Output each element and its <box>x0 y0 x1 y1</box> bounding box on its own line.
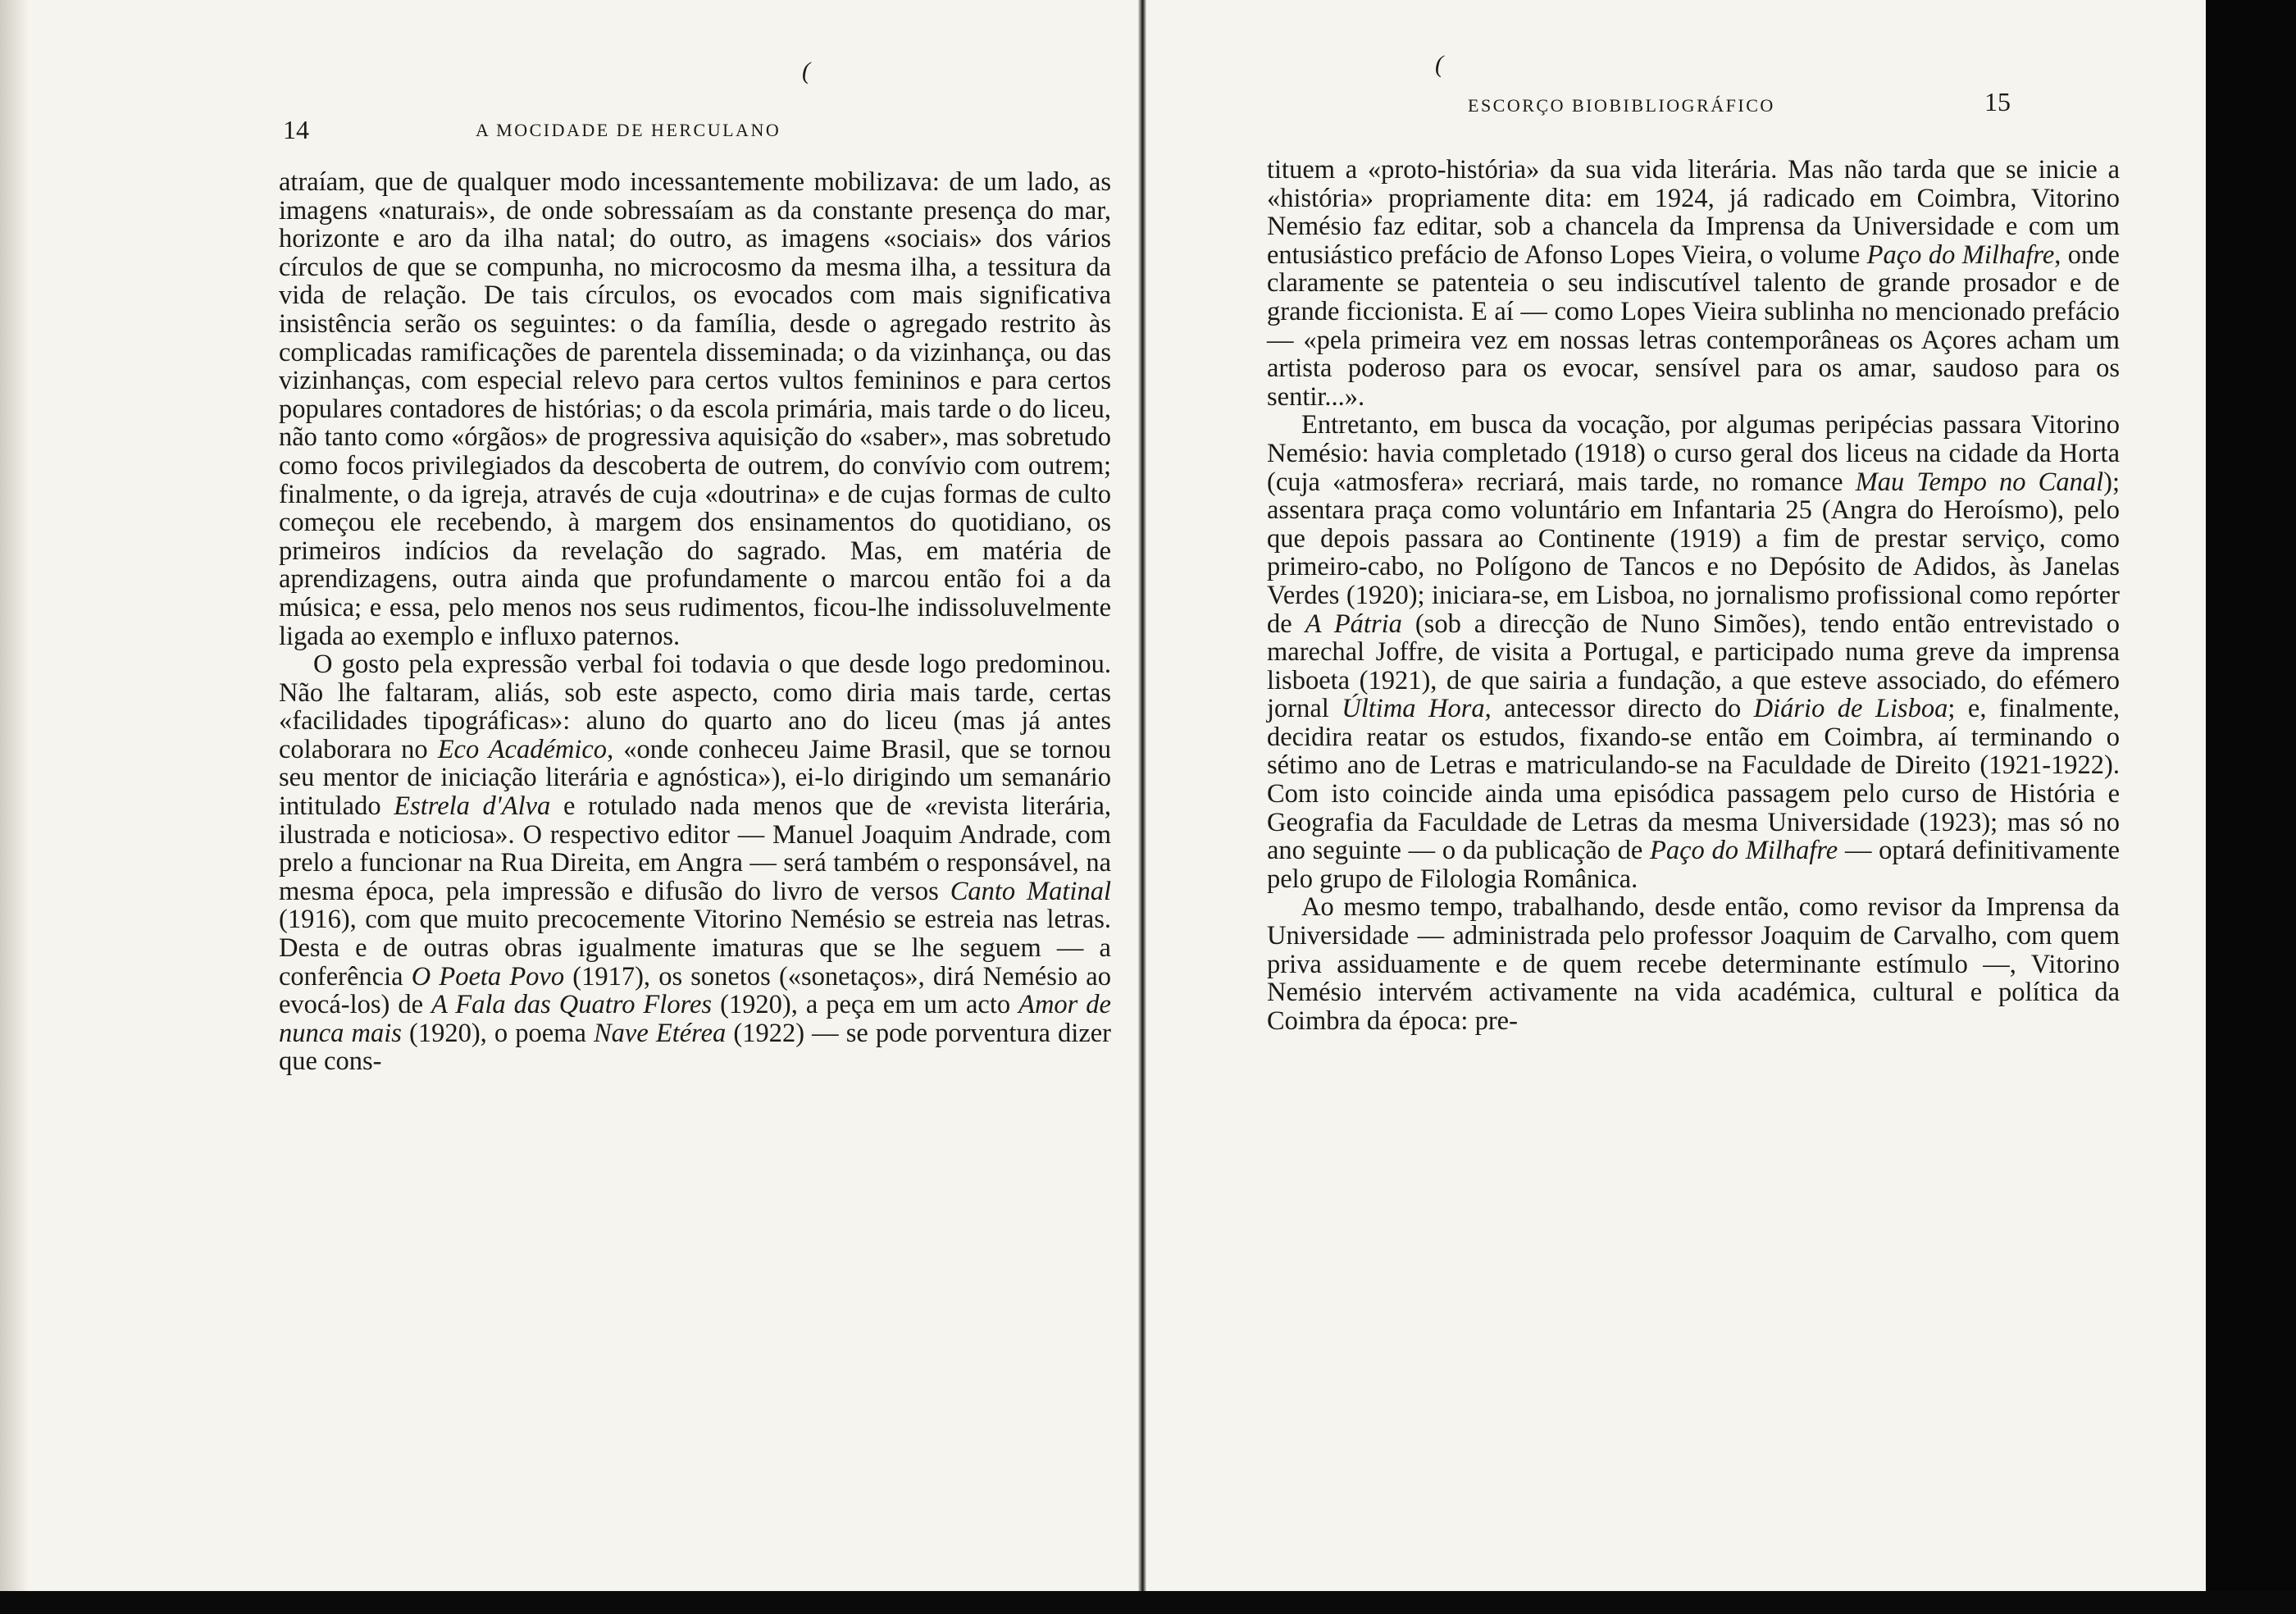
text-run: , «onde conheceu Jaime Brasil, que se tornou seu mentor de iniciação literária e agnóstica»), ei-lo dirigindo um semanário intitulado <box>279 734 1111 822</box>
paragraph <box>279 168 1111 650</box>
scan-border-bottom <box>0 1591 2296 1614</box>
text-run: — optará definitivamente pelo grupo de Filologia Românica. <box>1267 836 2120 894</box>
text-run: (1920), a peça em um acto <box>712 990 1019 1020</box>
italic-title: Diário de Lisboa <box>1753 694 1948 724</box>
text-run: (1917), os sonetos («sonetaços», dirá Nemésio ao evocá-los) de <box>279 961 1111 1020</box>
left-page-number: 14 <box>283 115 309 144</box>
italic-title: Paço do Milhafre <box>1650 836 1838 866</box>
italic-title: A Pátria <box>1305 609 1402 639</box>
text-run: , antecessor directo do <box>1484 694 1754 724</box>
text-run: (sob a direcção de Nuno Simões), tendo então entrevistado o marechal Joffre, de visita a Portugal, e participado numa greve da imprensa lisboeta (1921), de que sairia a fundação, a que esteve associado, do efémero jornal <box>1267 609 2120 724</box>
italic-title: A Fala das Quatro Flores <box>431 990 713 1020</box>
italic-title: Última Hora <box>1342 694 1485 724</box>
italic-title: Nave Etérea <box>593 1018 727 1048</box>
text-run: atraíam, que de qualquer modo incessantemente mobilizava: de um lado, as imagens «naturais», de onde sobressaíam as da constante presença do mar, horizonte e aro da ilha natal; do outro, as imagens «sociais» dos vários círculos de que se compunha, no microcosmo da mesma ilha, a tessitura da vida de relação. De tais círculos, os evocados com mais significativa insistência serão os seguintes: o da família, desde o agregado restrito às complicadas ramificações de parentela disseminada; o da vizinhança, ou das vizinhanças, com especial relevo para certos vultos femininos e para certos populares contadores de histórias; o da escola primária, mais tarde o do liceu, não tanto como «órgãos» de progressiva aquisição do «saber», mas sobretudo como focos privilegiados da descoberta de outrem, do convívio com outrem; finalmente, o da igreja, através de cuja «doutrina» e de cujas formas de culto começou ele recebendo, à margem dos ensinamentos do quotidiano, os primeiros indícios da revelação do sagrado. Mas, em matéria de aprendizagens, outra ainda que profundamente o marcou então foi a da música; e essa, pelo menos nos seus rudimentos, ficou-lhe indissoluvelmente ligada ao exemplo e influxo paternos. <box>279 167 1111 651</box>
paragraph <box>1267 893 2120 1035</box>
italic-title: Mau Tempo no Canal <box>1855 467 2104 497</box>
italic-title: Paço do Milhafre <box>1866 239 2055 270</box>
left-running-title: A MOCIDADE DE HERCULANO <box>476 120 781 140</box>
text-run: ; e, finalmente, decidira reatar os estudos, fixando-se então em Coimbra, aí terminando o sétimo ano de Letras e matriculando-se na Faculdade de Direito (1921-1922). Com isto coincide ainda uma episódica passagem pelo curso de História e Geografia da Faculdade de Letras da mesma Universidade (1923); mas só no ano seguinte — o da publicação de <box>1267 694 2120 866</box>
paragraph <box>1267 411 2120 893</box>
paragraph <box>279 650 1111 1076</box>
text-run: (1922) — se pode porventura dizer que cons- <box>279 1018 1111 1077</box>
text-run: (1920), o poema <box>401 1018 594 1048</box>
italic-title: Estrela d'Alva <box>394 791 551 822</box>
text-run: (1916), com que muito precocemente Vitorino Nemésio se estreia nas letras. Desta e de outras obras igualmente imaturas que se lhe seguem — a conferência <box>279 905 1111 992</box>
right-page-mark: ( <box>1435 51 1443 78</box>
right-page-number: 15 <box>1984 87 2011 116</box>
text-run: Entretanto, em busca da vocação, por algumas peripécias passara Vitorino Nemésio: havia completado (1918) o curso geral dos liceus na cidade da Horta (cuja «atmosfera» recriará, mais tarde, no romance <box>1267 410 2120 497</box>
left-page-edge <box>0 0 30 1614</box>
italic-title: Amor de nunca mais <box>279 990 1111 1048</box>
text-run: tituem a «proto-história» da sua vida literária. Mas não tarda que se inicie a «história» propriamente dita: em 1924, já radicado em Coimbra, Vitorino Nemésio faz editar, sob a chancela da Imprensa da Universidade e com um entusiástico prefácio de Afonso Lopes Vieira, o volume <box>1267 155 2120 270</box>
paragraph <box>1267 156 2120 411</box>
text-run: ); assentara praça como voluntário em Infantaria 25 (Angra do Heroísmo), pelo que depois passara ao Continente (1919) a fim de prestar serviço, como primeiro-cabo, no Polígono de Tancos e no Depósito de Adidos, às Janelas Verdes (1920); iniciara-se, em Lisboa, no jornalismo profissional como repórter de <box>1267 467 2120 639</box>
italic-title: Canto Matinal <box>950 876 1111 906</box>
right-body-text <box>1267 156 2120 1035</box>
left-body-text <box>279 168 1111 1076</box>
scan-border-right <box>2206 0 2296 1614</box>
text-run: e rotulado nada menos que de «revista literária, ilustrada e noticiosa». O respectivo editor — Manuel Joaquim Andrade, com prelo a funcionar na Rua Direita, em Angra — será também o responsável, na mesma época, pela impressão e difusão do livro de versos <box>279 791 1111 906</box>
italic-title: O Poeta Povo <box>411 961 565 992</box>
text-run: O gosto pela expressão verbal foi todavia o que desde logo predominou. Não lhe faltaram, aliás, sob este aspecto, como diria mais tarde, certas «facilidades tipográficas»: aluno do quarto ano do liceu (mas já antes colaborara no <box>279 650 1111 764</box>
italic-title: Eco Académico <box>437 734 608 764</box>
text-run: Ao mesmo tempo, trabalhando, desde então, como revisor da Imprensa da Universidade — administrada pelo professor Joaquim de Carvalho, com quem priva assiduamente e de quem recebe determinante estímulo —, Vitorino Nemésio intervém activamente na vida académica, cultural e política da Coimbra da época: pre- <box>1267 892 2120 1036</box>
right-running-title: ESCORÇO BIOBIBLIOGRÁFICO <box>1468 95 1775 116</box>
right-page <box>1156 0 2206 1591</box>
left-page-mark: ( <box>802 57 810 84</box>
text-run: , onde claramente se patenteia o seu indiscutível talento de grande prosador e de grande ficcionista. E aí — como Lopes Vieira sublinha no mencionado prefácio — «pela primeira vez em nossas letras contemporâneas os Açores acham um artista poderoso para os evocar, sensível para os amar, saudoso para os sentir...». <box>1267 239 2120 412</box>
left-page <box>49 0 1132 1591</box>
book-gutter <box>1138 0 1146 1614</box>
